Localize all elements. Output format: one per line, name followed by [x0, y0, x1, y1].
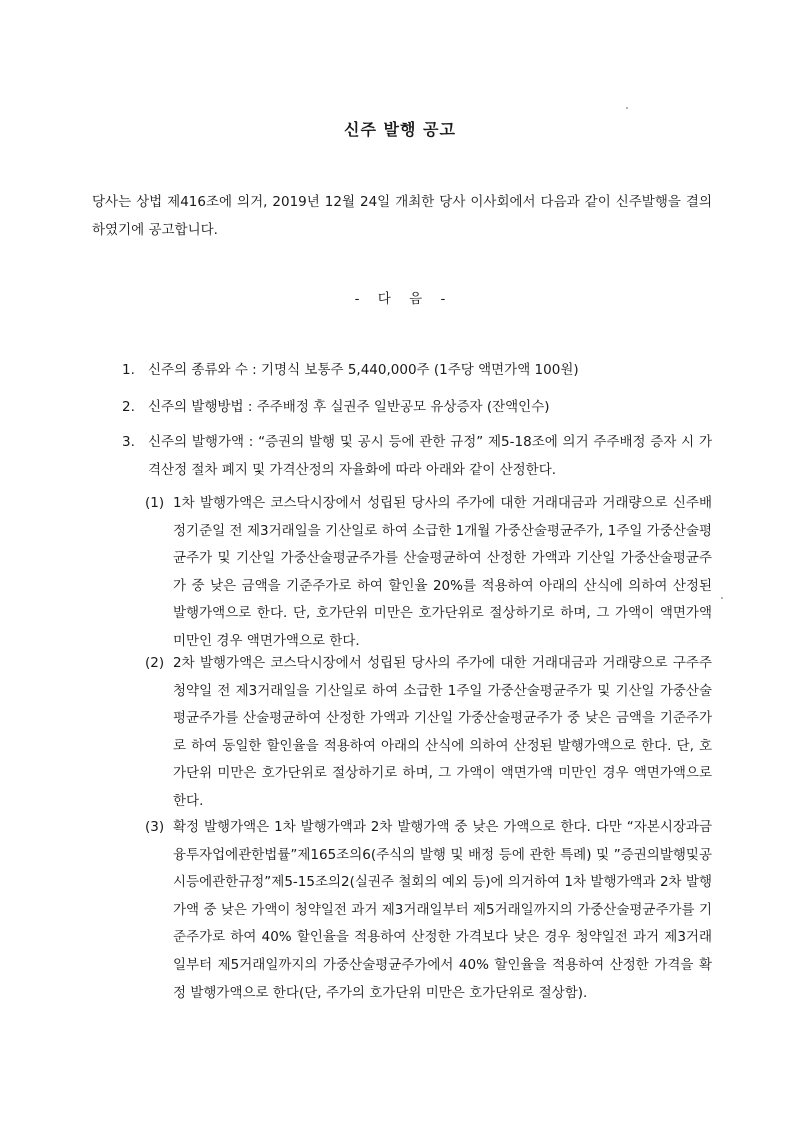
- intro-paragraph: 당사는 상법 제416조에 의거, 2019년 12월 24일 개최한 당사 이사회에서 다음과 같이 신주발행을 결의하였기에 공고합니다.: [92, 194, 712, 238]
- sub-list-item-number: (2): [145, 655, 165, 671]
- list-item-number: 1.: [122, 362, 135, 378]
- list-item-number: 2.: [122, 399, 135, 415]
- scan-speck: [626, 107, 628, 109]
- sub-list-item-text: 2차 발행가액은 코스닥시장에서 성립된 당사의 주가에 대한 거래대금과 거래량으로 구주주 청약일 전 제3거래일을 기산일로 하여 소급한 1주일 가중산술평균주가 및 기산일 가중산술평균주가를 산술평균하여 산정한 가액과 기산일 가중산술평균주가 중 낮은 금액을 기준주가로 하여 동일한 할인율을 적용하여 아래의 산식에 의하여 산정된 발행가액으로 한다. 단, 호가단위 미만은 호가단위로 절상하기로 하며, 그 가액이 액면가액 미만인 경우 액면가액으로 한다.: [173, 655, 712, 809]
- sub-list-item-number: (1): [145, 495, 165, 511]
- list-item-number: 3.: [122, 434, 135, 450]
- sub-list-item-text: 확정 발행가액은 1차 발행가액과 2차 발행가액 중 낮은 가액으로 한다. 다만 “자본시장과금융투자업에관한법률”제165조의6(주식의 발행 및 배정 등에 관한 특례) 및 ”증권의발행및공시등에관한규정”제5-15조의2(실권주 철회의 예외 등)에 의거하여 1차 발행가액과 2차 발행가액 중 낮은 가액이 청약일전 과거 제3거래일부터 제5거래일까지의 가중산술평균주가를 기준주가로 하여 40% 할인율을 적용하여 산정한 가격보다 낮은 경우 청약일전 과거 제3거래일부터 제5거래일까지의 가중산술평균주가에서 40% 할인율을 적용하여 산정한 가격을 확정 발행가액으로 한다(단, 주가의 호가단위 미만은 호가단위로 절상함).: [173, 819, 712, 1001]
- list-item-text: 신주의 발행방법 : 주주배정 후 실권주 일반공모 유상증자 (잔액인수): [148, 399, 550, 415]
- page-title: 신주 발행 공고: [344, 120, 456, 139]
- section-heading: - 다 음 -: [354, 291, 446, 307]
- list-item-text: 신주의 종류와 수 : 기명식 보통주 5,440,000주 (1주당 액면가액 100원): [148, 362, 579, 378]
- list-item-text: 신주의 발행가액 : “증권의 발행 및 공시 등에 관한 규정” 제5-18조에 의거 주주배정 증자 시 가격산정 절차 폐지 및 가격산정의 자율화에 따라 아래와 같이 산정한다.: [148, 434, 712, 478]
- scan-speck: [721, 597, 723, 599]
- sub-list-item-text: 1차 발행가액은 코스닥시장에서 성립된 당사의 주가에 대한 거래대금과 거래량으로 신주배정기준일 전 제3거래일을 기산일로 하여 소급한 1개월 가중산술평균주가, 1주일 가중산술평균주가 및 기산일 가중산술평균주가를 산술평균하여 산정한 가액과 기산일 가중산술평균주가 중 낮은 금액을 기준주가로 하여 할인율 20%를 적용하여 아래의 산식에 의하여 산정된 발행가액으로 한다. 단, 호가단위 미만은 호가단위로 절상하기로 하며, 그 가액이 액면가액 미만인 경우 액면가액으로 한다.: [173, 495, 712, 649]
- sub-list-item-number: (3): [145, 819, 165, 835]
